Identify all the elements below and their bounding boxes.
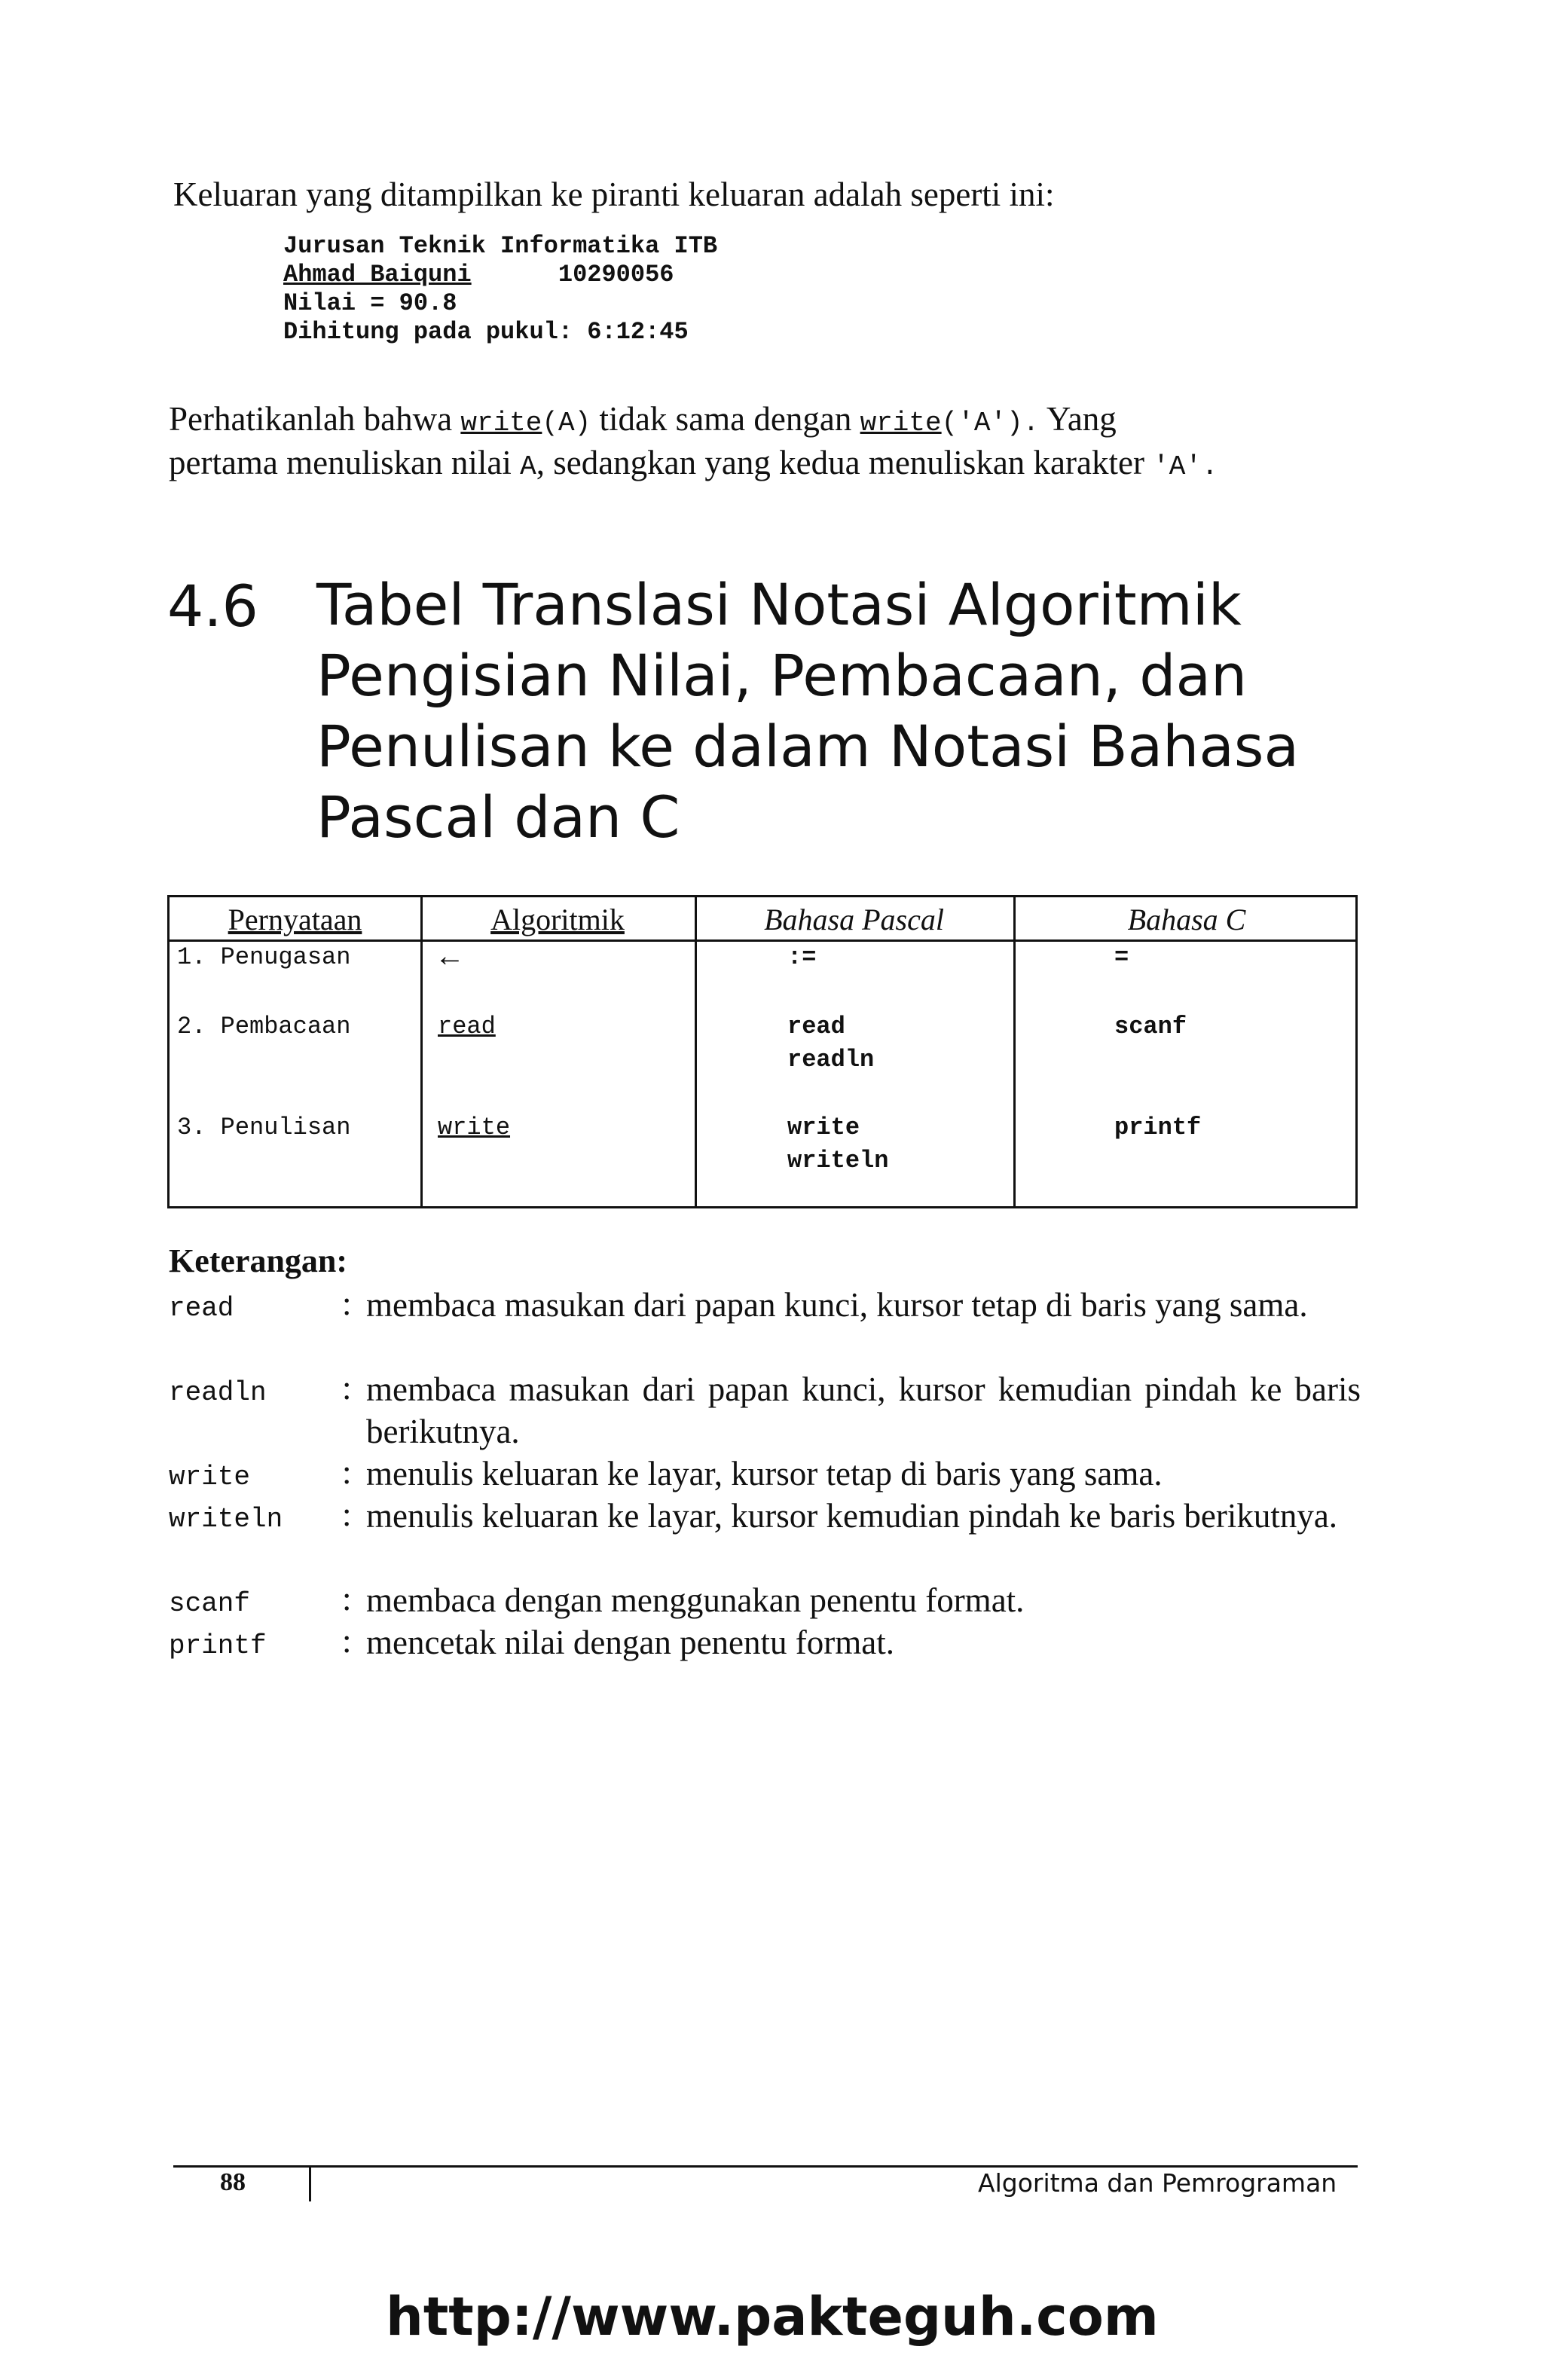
program-output xyxy=(283,232,717,347)
table-divider xyxy=(420,897,423,1206)
section-title: Tabel Translasi Notasi Algoritmik Pengisian Nilai, Pembacaan, dan Penulisan ke dalam Notasi Bahasa Pascal dan C xyxy=(316,571,1300,851)
footer-book-title: Algoritma dan Pemrograman xyxy=(978,2168,1337,2198)
table-divider xyxy=(1013,897,1016,1206)
table-cell-pernyataan: 1. Penugasan xyxy=(177,943,351,971)
keterangan-desc: menulis keluaran ke layar, kursor tetap di baris yang sama. xyxy=(366,1455,1163,1492)
output-line: Dihitung pada pukul: 6:12:45 xyxy=(283,318,689,346)
table-header-pascal: Bahasa Pascal xyxy=(764,903,944,936)
output-nim: 10290056 xyxy=(558,261,674,289)
keterangan-desc: membaca masukan dari papan kunci, kursor kemudian pindah ke baris berikutnya. xyxy=(366,1370,1361,1450)
table-header-algoritmik: Algoritmik xyxy=(490,903,625,936)
page-number: 88 xyxy=(220,2168,246,2196)
table-cell-pernyataan: 3. Penulisan xyxy=(177,1114,351,1141)
table-header-pernyataan: Pernyataan xyxy=(228,903,362,936)
keterangan-term: readln xyxy=(169,1377,267,1408)
table-cell-c: = xyxy=(1114,943,1129,971)
keterangan-term: writeln xyxy=(169,1504,283,1535)
table-cell-pascal: read xyxy=(787,1013,845,1040)
keterangan-term: printf xyxy=(169,1630,267,1661)
table-header-c: Bahasa C xyxy=(1127,903,1246,936)
keterangan-term: write xyxy=(169,1462,251,1492)
section-number: 4.6 xyxy=(167,573,258,640)
keterangan-desc: menulis keluaran ke layar, kursor kemudian pindah ke baris berikutnya. xyxy=(366,1497,1338,1535)
keterangan-term: read xyxy=(169,1293,234,1324)
table-cell-algoritmik: read xyxy=(438,1013,496,1040)
translation-table xyxy=(167,895,1358,1208)
paragraph-line-1: Perhatikanlah bahwa write(A) tidak sama dengan write('A'). Yang xyxy=(169,400,1117,438)
table-cell-algoritmik: write xyxy=(438,1114,511,1141)
intro-text: Keluaran yang ditampilkan ke piranti keluaran adalah seperti ini: xyxy=(173,176,1055,213)
keterangan-term: scanf xyxy=(169,1588,251,1619)
keterangan-desc: mencetak nilai dengan penentu format. xyxy=(366,1624,894,1661)
table-cell-pascal: writeln xyxy=(787,1147,889,1175)
output-line: Jurusan Teknik Informatika ITB xyxy=(283,232,718,260)
output-line xyxy=(283,261,717,289)
table-cell-c: printf xyxy=(1114,1114,1202,1141)
table-cell-algoritmik: ← xyxy=(435,939,465,973)
table-cell-pernyataan: 2. Pembacaan xyxy=(177,1013,351,1040)
table-cell-pascal: write xyxy=(787,1114,860,1141)
output-name: Ahmad Baiquni xyxy=(283,261,472,289)
table-cell-pascal: readln xyxy=(787,1046,875,1074)
keterangan-heading: Keterangan: xyxy=(169,1242,348,1279)
table-divider xyxy=(695,897,697,1206)
keterangan-desc: membaca masukan dari papan kunci, kursor tetap di baris yang sama. xyxy=(366,1286,1308,1324)
table-cell-c: scanf xyxy=(1114,1013,1187,1040)
table-cell-pascal: := xyxy=(787,943,817,971)
footer-divider xyxy=(309,2167,311,2201)
output-line: Nilai = 90.8 xyxy=(283,289,457,317)
footer-rule xyxy=(173,2165,1358,2168)
website-url: http://www.pakteguh.com xyxy=(386,2286,1159,2348)
keterangan-desc: membaca dengan menggunakan penentu format. xyxy=(366,1581,1025,1619)
paragraph-line-2: pertama menuliskan nilai A, sedangkan yang kedua menuliskan karakter 'A'. xyxy=(169,444,1218,482)
